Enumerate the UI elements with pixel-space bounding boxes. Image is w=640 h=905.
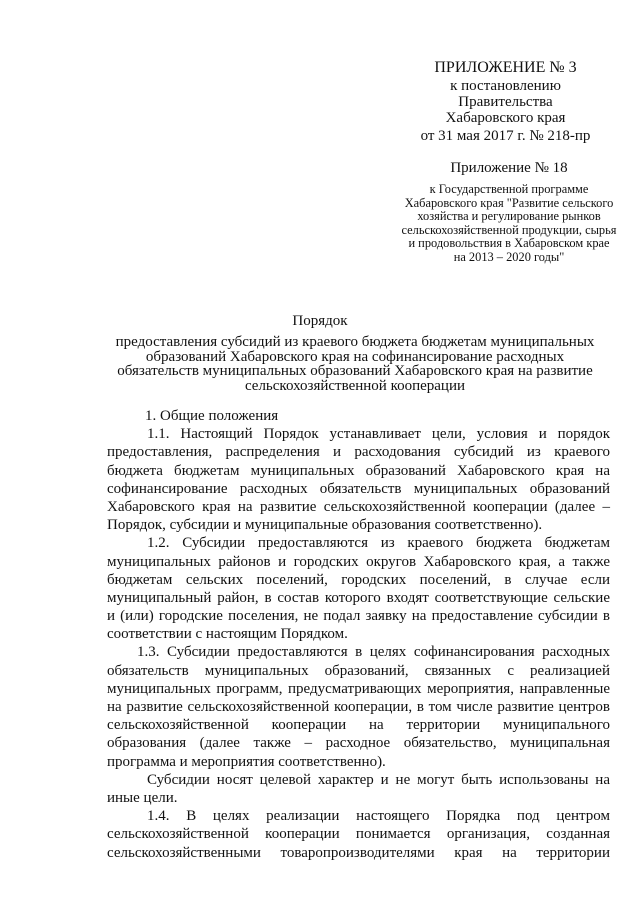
body-line: обязательств муниципальных образований, связанных с реализацией bbox=[107, 662, 610, 679]
body-line: на развитие сельскохозяйственной кооперации, в том числе развитие центров bbox=[107, 699, 610, 715]
appendix-18-line: Хабаровского края "Развитие сельского bbox=[404, 195, 614, 210]
body-line: сельскохозяйственной кооперации на территории муниципального bbox=[107, 717, 610, 734]
appendix-3-line: к постановлению bbox=[450, 78, 561, 94]
appendix-18-line: хозяйства и регулирование рынков bbox=[417, 209, 601, 224]
body-line: 1.3. Субсидии предоставляются в целях софинансирования расходных bbox=[137, 644, 610, 661]
appendix-3-line: от 31 мая 2017 г. № 218-пр bbox=[420, 128, 591, 144]
body-line: Порядок, субсидии и муниципальные образования соответственно). bbox=[107, 517, 543, 534]
appendix-3-line: Хабаровского края bbox=[445, 110, 566, 126]
appendix-18-line: на 2013 – 2020 годы" bbox=[453, 249, 565, 264]
appendix-18-header bbox=[398, 160, 620, 265]
document-subtitle bbox=[100, 335, 610, 393]
body-line: 1.1. Настоящий Порядок устанавливает цели, условия и порядок bbox=[147, 426, 610, 443]
body-line: 1.4. В целях реализации настоящего Порядка под центром bbox=[147, 808, 610, 825]
body-line: иные цели. bbox=[107, 789, 178, 806]
body-line: соответствии с настоящим Порядком. bbox=[107, 626, 348, 643]
subtitle-line: образований Хабаровского края на софинансирование расходных bbox=[145, 348, 565, 365]
body-line: предоставления, распределения и расходования субсидий из краевого bbox=[107, 444, 610, 461]
document-title: Порядок bbox=[292, 313, 348, 329]
subtitle-line: предоставления субсидий из краевого бюджета бюджетам муниципальных bbox=[115, 334, 595, 350]
body-line: образования (далее также – расходное обязательство, муниципальная bbox=[107, 735, 610, 752]
body-line: Субсидии носят целевой характер и не могут быть использованы на bbox=[147, 771, 610, 788]
subtitle-line: обязательств муниципальных образований Хабаровского края на развитие bbox=[117, 363, 593, 379]
appendix-18-line: к Государственной программе bbox=[429, 182, 589, 196]
body-line: Хабаровского края на развитие сельскохозяйственной кооперации (далее – bbox=[107, 498, 610, 515]
appendix-3-line: Правительства bbox=[458, 94, 553, 110]
body-paragraphs bbox=[107, 425, 610, 862]
appendix-18-line: сельскохозяйственной продукции, сырья bbox=[401, 222, 617, 237]
appendix-3-title: ПРИЛОЖЕНИЕ № 3 bbox=[434, 59, 577, 76]
body-line: муниципальных программ, предусматривающих мероприятия, направленные bbox=[107, 680, 610, 697]
body-line: сельскохозяйственной кооперации понимается организация, созданная bbox=[107, 826, 610, 843]
body-line: муниципальных районов и городских округов Хабаровского края, а также bbox=[107, 553, 610, 570]
appendix-18-line: и продовольствия в Хабаровском крае bbox=[408, 236, 610, 251]
body-line: сельскохозяйственными товаропроизводителями края на территории bbox=[107, 844, 610, 861]
body-line: программа и мероприятия соответственно). bbox=[107, 753, 386, 770]
section-heading: 1. Общие положения bbox=[145, 408, 279, 424]
body-line: бюджета бюджетам муниципальных образований Хабаровского края на bbox=[107, 462, 610, 479]
body-line: и (или) городские поселения, не подал заявку на предоставление субсидии в bbox=[107, 608, 610, 625]
body-line: муниципальный район, в состав которого входят соответствующие сельские bbox=[107, 589, 610, 606]
appendix-18-title: Приложение № 18 bbox=[450, 160, 568, 176]
body-line: бюджетам сельских поселений, городских поселений, в случае если bbox=[107, 571, 610, 588]
subtitle-line: сельскохозяйственной кооперации bbox=[244, 377, 466, 394]
body-line: 1.2. Субсидии предоставляются из краевого бюджета бюджетам bbox=[147, 535, 610, 552]
document-body bbox=[107, 407, 610, 862]
appendix-3-header bbox=[418, 60, 593, 144]
body-line: софинансирование расходных обязательств муниципальных образований bbox=[107, 480, 610, 497]
